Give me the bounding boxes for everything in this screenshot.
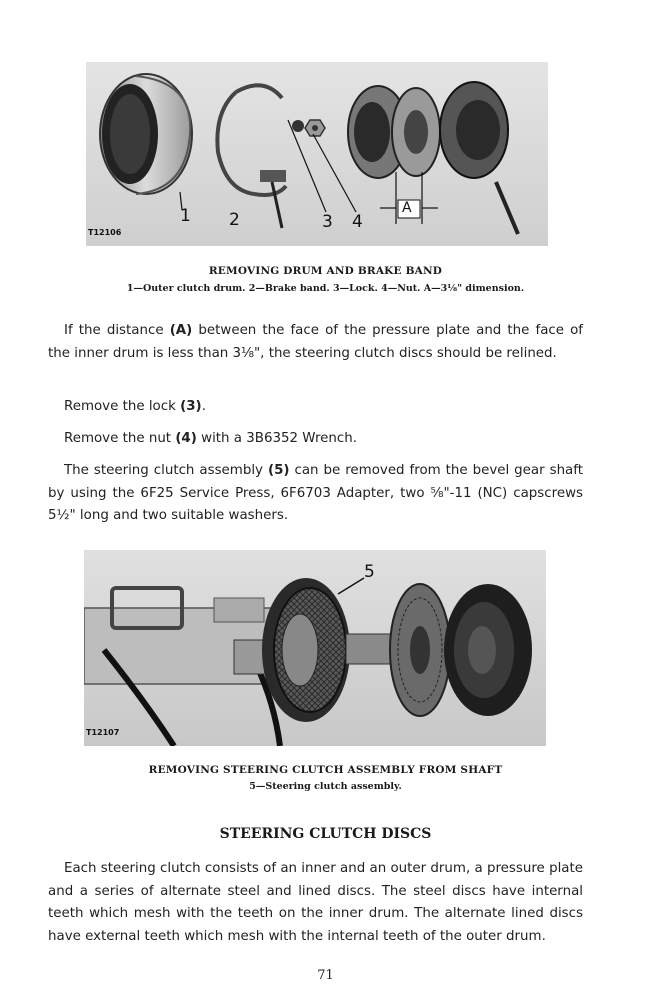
callout-1: 1 xyxy=(180,206,191,226)
callout-2: 2 xyxy=(229,210,240,230)
figure-drum-brake-band-photo xyxy=(86,62,548,246)
clutch-assembly-illustration xyxy=(84,550,546,746)
ref-4: (4) xyxy=(175,431,197,446)
paragraph-remove-assembly: The steering clutch assembly (5) can be removed from the bevel gear shaft by using the 6F25 Service Press, 6F6703 Adapter, two ⅝"-11 (NC) capscrews 5½" long and two suitable washers. xyxy=(48,463,583,523)
paragraph-remove-nut: Remove the nut (4) with a 3B6352 Wrench. xyxy=(64,431,357,446)
paragraph-distance-check: If the distance (A) between the face of the pressure plate and the face of the inner drum is less than 3⅛", the steering clutch discs should be relined. xyxy=(48,323,584,361)
figure-1-caption-title: REMOVING DRUM AND BRAKE BAND xyxy=(208,265,443,277)
ref-a: (A) xyxy=(169,323,193,338)
figure-1-caption-legend: 1—Outer clutch drum. 2—Brake band. 3—Lock. 4—Nut. A—3⅛" dimension. xyxy=(126,283,525,294)
callout-3: 3 xyxy=(322,212,333,232)
callout-5: 5 xyxy=(364,562,375,582)
figure-2-caption-title: REMOVING STEERING CLUTCH ASSEMBLY FROM SHAFT xyxy=(148,764,503,776)
callout-a: A xyxy=(402,200,412,216)
section-heading: STEERING CLUTCH DISCS xyxy=(219,826,432,842)
page-number: 71 xyxy=(317,968,334,983)
figure-clutch-assembly-photo xyxy=(84,550,546,746)
paragraph-clutch-description: Each steering clutch consists of an inner and an outer drum, a pressure plate and a series of alternate steel and lined discs. The steel discs have internal teeth which mesh with the teeth on the inner drum. The alternate lined discs have external teeth which mesh with the internal teeth of the outer drum. xyxy=(48,861,583,944)
drum-brake-band-illustration xyxy=(86,62,548,246)
steering-clutch-assembly xyxy=(262,578,350,722)
paragraph-remove-lock: Remove the lock (3). xyxy=(64,399,206,414)
figure-1-id-label: T12106 xyxy=(88,228,122,237)
outer-clutch-drum xyxy=(100,74,192,194)
opposite-clutch xyxy=(444,584,532,716)
ref-3: (3) xyxy=(180,399,202,414)
ref-5: (5) xyxy=(267,463,290,478)
figure-2-caption-legend: 5—Steering clutch assembly. xyxy=(249,781,402,792)
callout-4: 4 xyxy=(352,212,363,232)
figure-2-id-label: T12107 xyxy=(86,728,120,737)
